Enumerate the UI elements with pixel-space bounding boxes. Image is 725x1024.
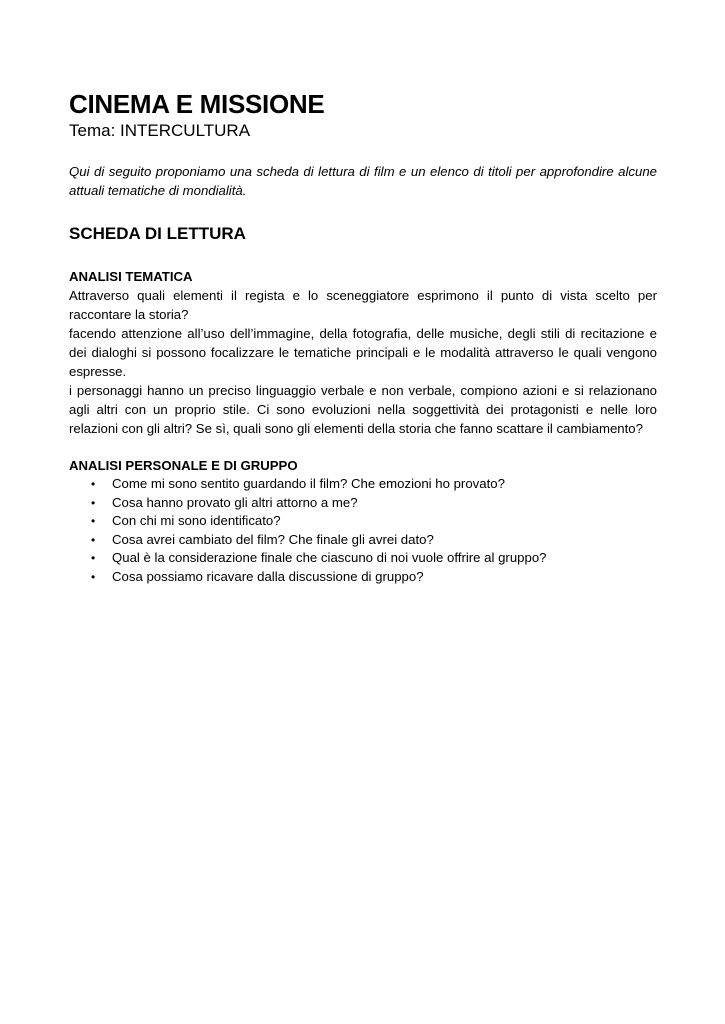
page-title: CINEMA E MISSIONE [69,89,325,119]
bullet-icon: • [91,495,96,510]
list-item-text: Cosa avrei cambiato del film? Che finale gli avrei dato? [112,531,434,547]
bullet-icon: • [91,514,96,528]
list-item-text: Cosa possiamo ricavare dalla discussione di gruppo? [112,568,424,584]
document-page [69,88,657,586]
analisi-tematica-paragraph: i personaggi hanno un preciso linguaggio verbale e non verbale, compiono azioni e si relazionano agli altri con un proprio stile. Ci sono evoluzioni nella soggettività dei protagonisti e nelle loro relazioni con gli altri? Se sì, quali sono gli elementi della storia che fanno scattare il cambiamento? [69,383,657,436]
bullet-icon: • [91,532,96,547]
list-item-text: Con chi mi sono identificato? [112,513,281,528]
list-item [91,549,657,568]
list-item-text: Cosa hanno provato gli altri attorno a me? [112,494,358,510]
intro-paragraph: Qui di seguito proponiamo una scheda di lettura di film e un elenco di titoli per approfondire alcune attuali tematiche di mondialità. [69,164,657,198]
list-item [91,494,657,513]
page-subtitle: Tema: INTERCULTURA [69,121,251,140]
section-heading-scheda: SCHEDA DI LETTURA [69,224,246,243]
subheading-analisi-personale: ANALISI PERSONALE E DI GRUPPO [69,458,298,473]
subheading-analisi-tematica: ANALISI TEMATICA [69,269,193,284]
analisi-tematica-paragraph: Attraverso quali elementi il regista e lo sceneggiatore esprimono il punto di vista scelto per raccontare la storia? [69,288,657,322]
bullet-icon: • [91,551,96,565]
bullet-icon: • [91,569,96,584]
list-item [91,531,657,550]
list-item-text: Qual è la considerazione finale che ciascuno di noi vuole offrire al gruppo? [112,550,547,565]
list-item-text: Come mi sono sentito guardando il film? Che emozioni ho provato? [112,476,505,491]
questions-list [69,475,657,586]
bullet-icon: • [91,477,96,491]
analisi-tematica-paragraph: facendo attenzione all’uso dell’immagine, della fotografia, delle musiche, degli stili di recitazione e dei dialoghi si possono focalizzare le tematiche principali e le modalità attraverso le quali vengono espresse. [69,326,657,379]
list-item [91,475,657,494]
list-item [91,568,657,587]
list-item [91,512,657,531]
